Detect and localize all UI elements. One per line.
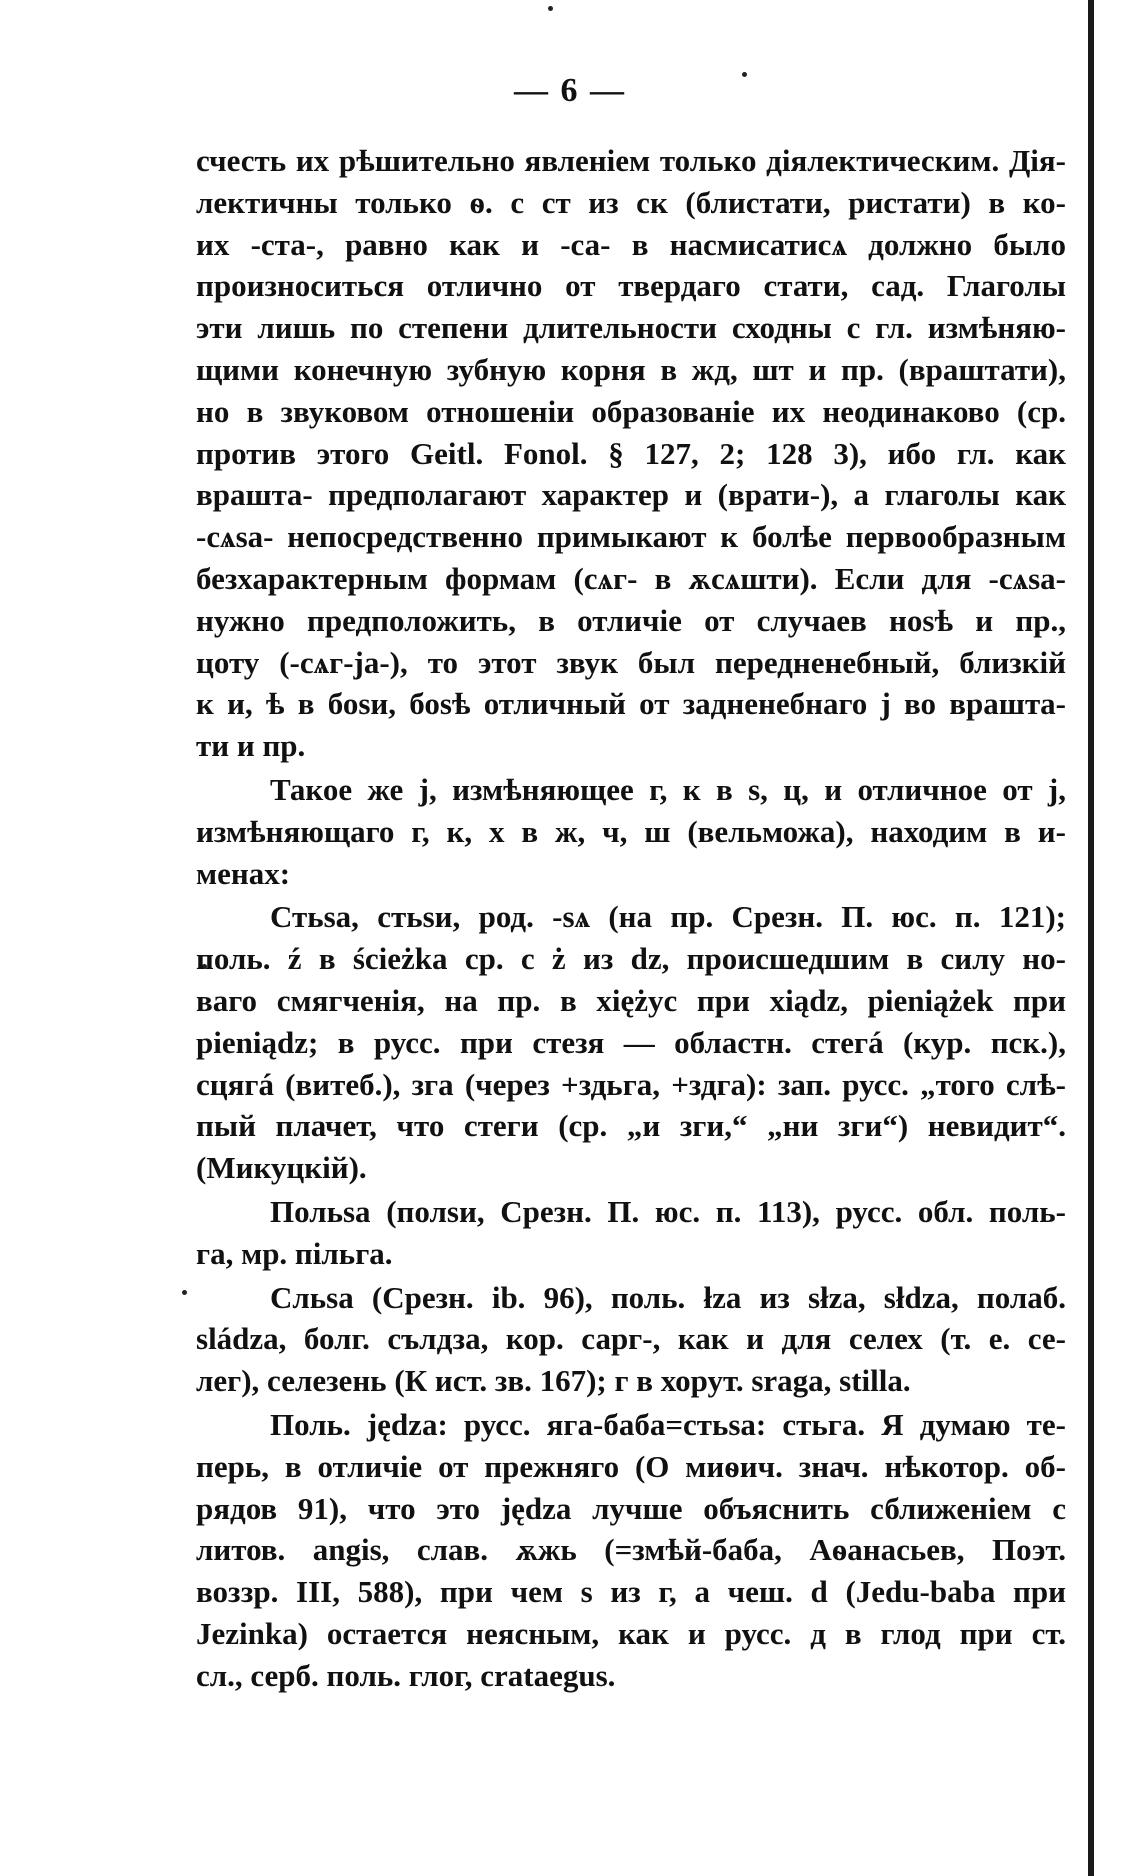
text-line: (Микуцкій).	[196, 1150, 367, 1186]
paragraph	[196, 896, 1066, 1189]
text-line: Jezinka) остается неясным, как и русс. д в глод при ст.	[196, 1615, 1066, 1651]
text-line: Польѕа (полѕи, Срезн. П. юс. п. 113), русс. обл. поль-	[270, 1193, 1066, 1229]
text-line: Сльѕа (Срезн. ib. 96), поль. łza из słza, słdza, полаб.	[270, 1279, 1066, 1315]
text-line: сл., серб. поль. глог, crataegus.	[196, 1657, 616, 1693]
paragraph	[196, 1404, 1066, 1697]
text-line: эти лишь по степени длительности сходны с гл. измѣняю-	[196, 310, 1066, 346]
text-line: рядов 91), что это jędza лучше объяснить сближеніем с	[196, 1490, 1066, 1526]
paragraph	[196, 1191, 1066, 1275]
text-line: -cѧsa- непосредственно примыкают к болѣе первообразным	[196, 519, 1066, 555]
text-line: ваго смягченія, на пр. в xiężyc при xiądz, pieniążek при	[196, 982, 1066, 1018]
text-line: цоту (-cѧг-ja-), то этот звук был передненебный, близкій	[196, 644, 1066, 680]
text-line: ти и пр.	[196, 728, 306, 764]
text-line: воззр. III, 588), при чем ѕ из г, а чеш. d (Jedu-baba при	[196, 1574, 1066, 1610]
scan-border-line	[1088, 0, 1094, 1876]
text-line: измѣняющаго г, к, х в ж, ч, ш (вельможа), находим в и-	[196, 813, 1066, 849]
speck-mark	[548, 6, 553, 11]
paragraph	[196, 1277, 1066, 1402]
text-line: га, мр. пільга.	[196, 1235, 393, 1271]
paragraph	[196, 769, 1066, 894]
text-line: сцягá (витеб.), зга (через +здьга, +здга): зап. русс. „того слѣ-	[196, 1066, 1066, 1102]
text-line: враштa- предполагают характер и (врати-), а глаголы как	[196, 477, 1066, 513]
text-line: их -ста-, равно как и -са- в насмисатисѧ должно было	[196, 226, 1066, 262]
text-line: щими конечную зубную корня в жд, шт и пр. (враштати),	[196, 351, 1066, 387]
text-line: лектичны только ѳ. с ст из ск (блистати, ристати) в ко-	[196, 184, 1066, 220]
text-line: менах:	[196, 855, 291, 891]
page-number: — 6 —	[514, 72, 626, 109]
text-line: перь, в отличіе от прежняго (О миѳич. знач. нѣкотор. об-	[196, 1448, 1066, 1484]
text-line: лег), селезень (К ист. зв. 167); г в хорут. sraga, stilla.	[196, 1363, 911, 1399]
text-line: произноситься отлично от твердаго стати, сад. Глаголы	[196, 268, 1066, 304]
text-line: Такое же j, измѣняющее г, к в ѕ, ц, и отличное от j,	[270, 771, 1066, 807]
text-line: но в звуковом отношеніи образованіе их неодинаково (ср.	[196, 393, 1066, 429]
text-line: pieniądz; в русс. при стезя — областн. стегá (кур. пск.),	[196, 1024, 1066, 1060]
body-text	[196, 140, 1066, 1696]
text-line: нужно предположить, в отличіе от случаев ноѕѣ и пр.,	[196, 602, 1066, 638]
text-line: Стьѕа, стьѕи, род. -ѕѧ (на пр. Срезн. П. юс. п. 121);	[270, 899, 1066, 935]
text-line: к и, ѣ в боѕи, боѕѣ отличный от задненебнаго j во враштa-	[196, 686, 1066, 722]
text-line: против этого Geitl. Fonol. § 127, 2; 128 3), ибо гл. как	[196, 435, 1066, 471]
text-line: безхарактерным формам (cѧг- в ѫсѧшти). Если для -cѧsa-	[196, 560, 1066, 596]
text-line: счесть их рѣшительно явленіем только діялектическим. Дія-	[196, 143, 1066, 178]
text-line: Поль. jędza: русс. яга-баба=стьѕа: стьга. Я думаю те-	[270, 1406, 1066, 1442]
text-line: литов. angis, слав. ѫжь (=змѣй-баба, Аѳанасьев, Поэт.	[196, 1532, 1066, 1568]
speck-mark	[182, 1290, 187, 1295]
paragraph	[196, 140, 1066, 767]
text-line: пый плачет, что стеги (ср. „и зги,“ „ни зги“) невидит“.	[196, 1108, 1066, 1144]
text-line: поль. ź в ścieżka ср. с ż из dz, происшедшим в силу но-	[196, 941, 1066, 977]
text-line: sládza, болг. сълдза, кор. сарг-, как и для селех (т. е. се-	[196, 1321, 1066, 1357]
